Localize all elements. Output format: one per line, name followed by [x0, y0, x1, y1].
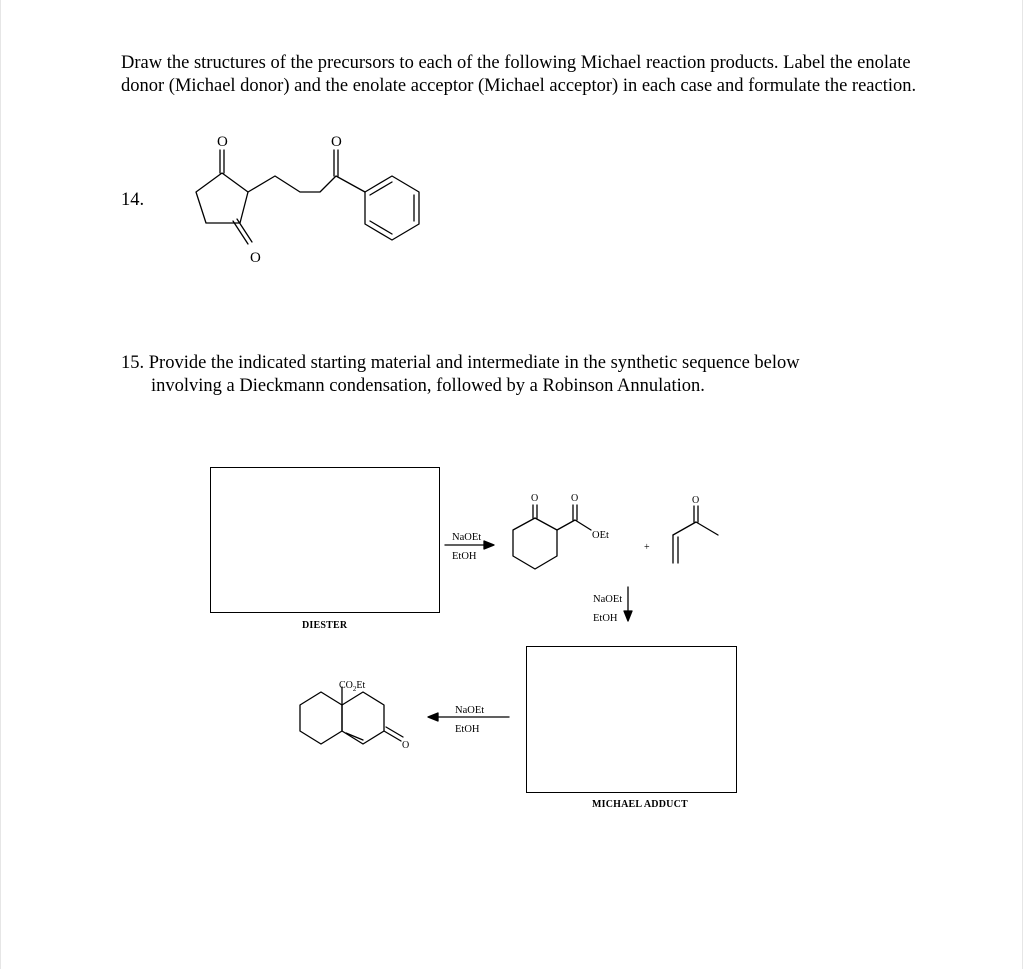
q14-oxygen-1: O [217, 134, 228, 150]
product-ester-co [339, 680, 366, 693]
question-15-line-2: involving a Dieckmann condensation, followed by a Robinson Annulation. [151, 376, 705, 396]
mvk-oxygen: O [692, 495, 700, 506]
annulation-product-structure [300, 687, 403, 744]
reagent-1-solvent: EtOH [452, 551, 477, 562]
q14-structure [196, 150, 419, 244]
keto-ester-structure [513, 505, 591, 569]
q14-oxygen-3: O [250, 250, 261, 266]
reagent-3-base: NaOEt [455, 705, 485, 716]
product-oxygen: O [402, 740, 410, 751]
arrow-step-3 [428, 713, 509, 721]
ester-subscript: 2 [352, 685, 357, 693]
mvk-structure [673, 506, 718, 563]
q14-oxygen-2: O [331, 134, 342, 150]
keto-ester-oxygen-2: O [571, 493, 579, 504]
reagent-2-solvent: EtOH [593, 613, 618, 624]
reagent-2-base: NaOEt [593, 594, 623, 605]
arrow-step-1 [445, 541, 494, 549]
keto-ester-oet: OEt [592, 530, 609, 541]
ester-co-text: CO [339, 680, 353, 691]
keto-ester-oxygen-1: O [531, 493, 539, 504]
instructions-text: Draw the structures of the precursors to each of the following Michael reaction products. Label the enolate donor (Michael donor) and the enolate acceptor (Michael acceptor) in each case and formulate the reaction. [121, 53, 917, 96]
arrow-step-2 [624, 587, 632, 621]
ester-et-text: Et [356, 680, 366, 691]
diester-label: DIESTER [302, 620, 348, 631]
question-15-line-1: 15. Provide the indicated starting material and intermediate in the synthetic sequence below [121, 353, 800, 373]
reagent-3-solvent: EtOH [455, 724, 480, 735]
question-14-number: 14. [121, 190, 145, 210]
reagent-1-base: NaOEt [452, 532, 482, 543]
plus-sign: + [644, 542, 650, 553]
michael-adduct-label: MICHAEL ADDUCT [592, 799, 688, 810]
